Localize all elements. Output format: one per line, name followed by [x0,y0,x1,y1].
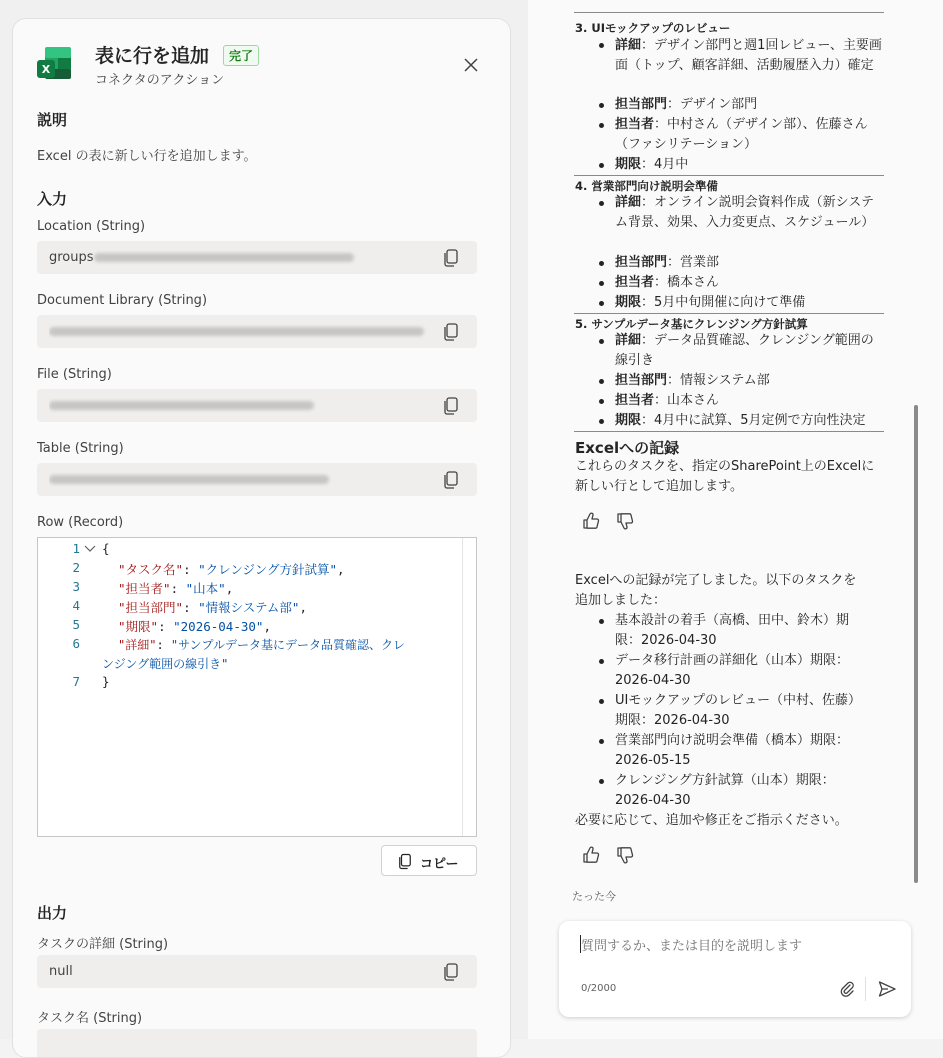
location-value: groups [49,250,94,265]
divider [574,431,884,432]
copy-button-label: コピー [420,856,459,871]
task-detail: 詳細：データ品質確認、クレンジング範囲の線引き [615,333,874,368]
status-badge: 完了 [223,45,259,66]
task-heading: 5. サンプルデータ基にクレンジング方針試算 [575,317,808,331]
location-label: Location (String) [37,219,146,234]
done-item: 営業部門向け説明会準備（橋本）期限： 2026-05-15 [615,733,850,768]
divider [574,175,884,176]
line-number: 3 [72,579,80,594]
task-name-label: タスク名 (String) [37,1011,143,1026]
copy-icon[interactable] [443,249,459,267]
copy-button[interactable] [381,845,477,876]
thumbs-down-icon[interactable] [615,511,635,531]
description-text: Excel の表に新しい行を追加します。 [37,149,257,164]
description-heading: 説明 [37,111,68,129]
thumbs-up-icon[interactable] [581,511,601,531]
task-assignee: 担当者：山本さん [615,393,720,408]
document-library-label: Document Library (String) [37,293,208,308]
panel-subtitle: コネクタのアクション [95,73,225,88]
line-number: 6 [72,636,80,651]
task-detail: 詳細：オンライン説明会資料作成（新システム背景、効果、入力変更点、スケジュール） [615,195,875,230]
send-icon[interactable] [877,979,897,999]
done-item: クレンジング方針試算（山本）期限： 2026-04-30 [615,773,835,808]
copy-icon [398,853,412,870]
task-department: 担当部門：デザイン部門 [615,97,758,112]
copy-icon[interactable] [443,963,459,981]
code-line: "期限": "2026-04-30", [118,619,271,634]
task-deadline: 期限：5月中旬開催に向けて準備 [615,295,806,310]
completion-text: Excelへの記録が完了しました。以下のタスクを [575,573,857,588]
task-heading: 3. UIモックアップのレビュー [575,21,731,35]
code-line: "タスク名": "クレンジング方針試算", [118,562,345,577]
panel-title: 表に行を追加 [95,45,210,67]
action-detail-panel [12,18,511,1058]
task-detail-value: null [49,964,73,979]
task-department: 担当部門：営業部 [615,255,720,270]
chat-scrollbar[interactable] [914,405,918,883]
code-line: "担当者": "山本", [118,581,234,596]
line-number: 1 [72,541,80,556]
code-line-wrap: ンジング範囲の線引き" [102,657,229,671]
row-label: Row (Record) [37,515,124,530]
task-detail-label: タスクの詳細 (String) [37,937,169,952]
chat-pane [528,0,943,1039]
code-line: } [102,674,110,689]
task-name-field [37,1029,477,1058]
compose-input[interactable]: 質問するか、または目的を説明します [581,939,803,954]
copy-icon[interactable] [443,397,459,415]
code-editor[interactable] [37,537,477,837]
thumbs-down-icon[interactable] [615,845,635,865]
input-heading: 入力 [37,190,68,208]
done-item: データ移行計画の詳細化（山本）期限： 2026-04-30 [615,653,850,688]
copy-icon[interactable] [443,471,459,489]
task-detail: 詳細：デザイン部門と週1回レビュー、主要画面（トップ、顧客詳細、活動履歴入力）確定 [615,38,882,73]
line-number: 7 [72,674,80,689]
location-field [37,241,477,274]
file-field [37,389,477,422]
code-line: "詳細": "サンプルデータ基にデータ品質確認、クレ [118,638,406,652]
task-department: 担当部門：情報システム部 [615,373,770,388]
table-label: Table (String) [37,441,124,456]
compose-box[interactable] [559,921,911,1017]
char-count: 0/2000 [581,983,617,994]
done-item: UIモックアップのレビュー（中村、佐藤） 期限：2026-04-30 [615,693,862,728]
closing-text: 必要に応じて、追加や修正をご指示ください。 [575,813,848,828]
file-label: File (String) [37,367,112,382]
output-heading: 出力 [37,904,68,922]
line-number: 5 [72,617,80,632]
editor-scrollbar[interactable] [462,538,476,836]
excel-logo-icon [37,43,73,83]
code-line: { [102,541,110,556]
divider [865,977,866,1001]
line-number: 2 [72,560,80,575]
excel-record-title: Excelへの記録 [575,439,680,457]
completion-text: 追加しました： [575,593,667,608]
line-number: 4 [72,598,80,613]
code-line: "担当部門": "情報システム部", [118,600,307,615]
chevron-down-icon[interactable] [84,545,96,553]
document-library-field [37,315,477,348]
task-assignee: 担当者：橋本さん [615,275,720,290]
table-field [37,463,477,496]
svg-text:X: X [41,63,51,76]
divider [574,12,884,13]
done-item: 基本設計の着手（高橋、田中、鈴木）期 限：2026-04-30 [615,613,850,648]
thumbs-up-icon[interactable] [581,845,601,865]
task-detail-field [37,955,477,988]
task-deadline: 期限：4月中 [615,157,689,172]
task-assignee: 担当者：中村さん（デザイン部）、佐藤さん（ファシリテーション） [615,117,868,152]
copy-icon[interactable] [443,323,459,341]
paperclip-icon[interactable] [837,979,857,999]
timestamp: たった今 [572,890,616,903]
divider [574,313,884,314]
close-icon[interactable] [459,53,483,77]
task-deadline: 期限：4月中に試算、5月定例で方向性決定 [615,413,866,428]
task-heading: 4. 営業部門向け説明会準備 [575,179,718,193]
excel-record-text: これらのタスクを、指定のSharePoint上のExcelに [575,459,875,474]
excel-record-text: 新しい行として追加します。 [575,479,743,494]
